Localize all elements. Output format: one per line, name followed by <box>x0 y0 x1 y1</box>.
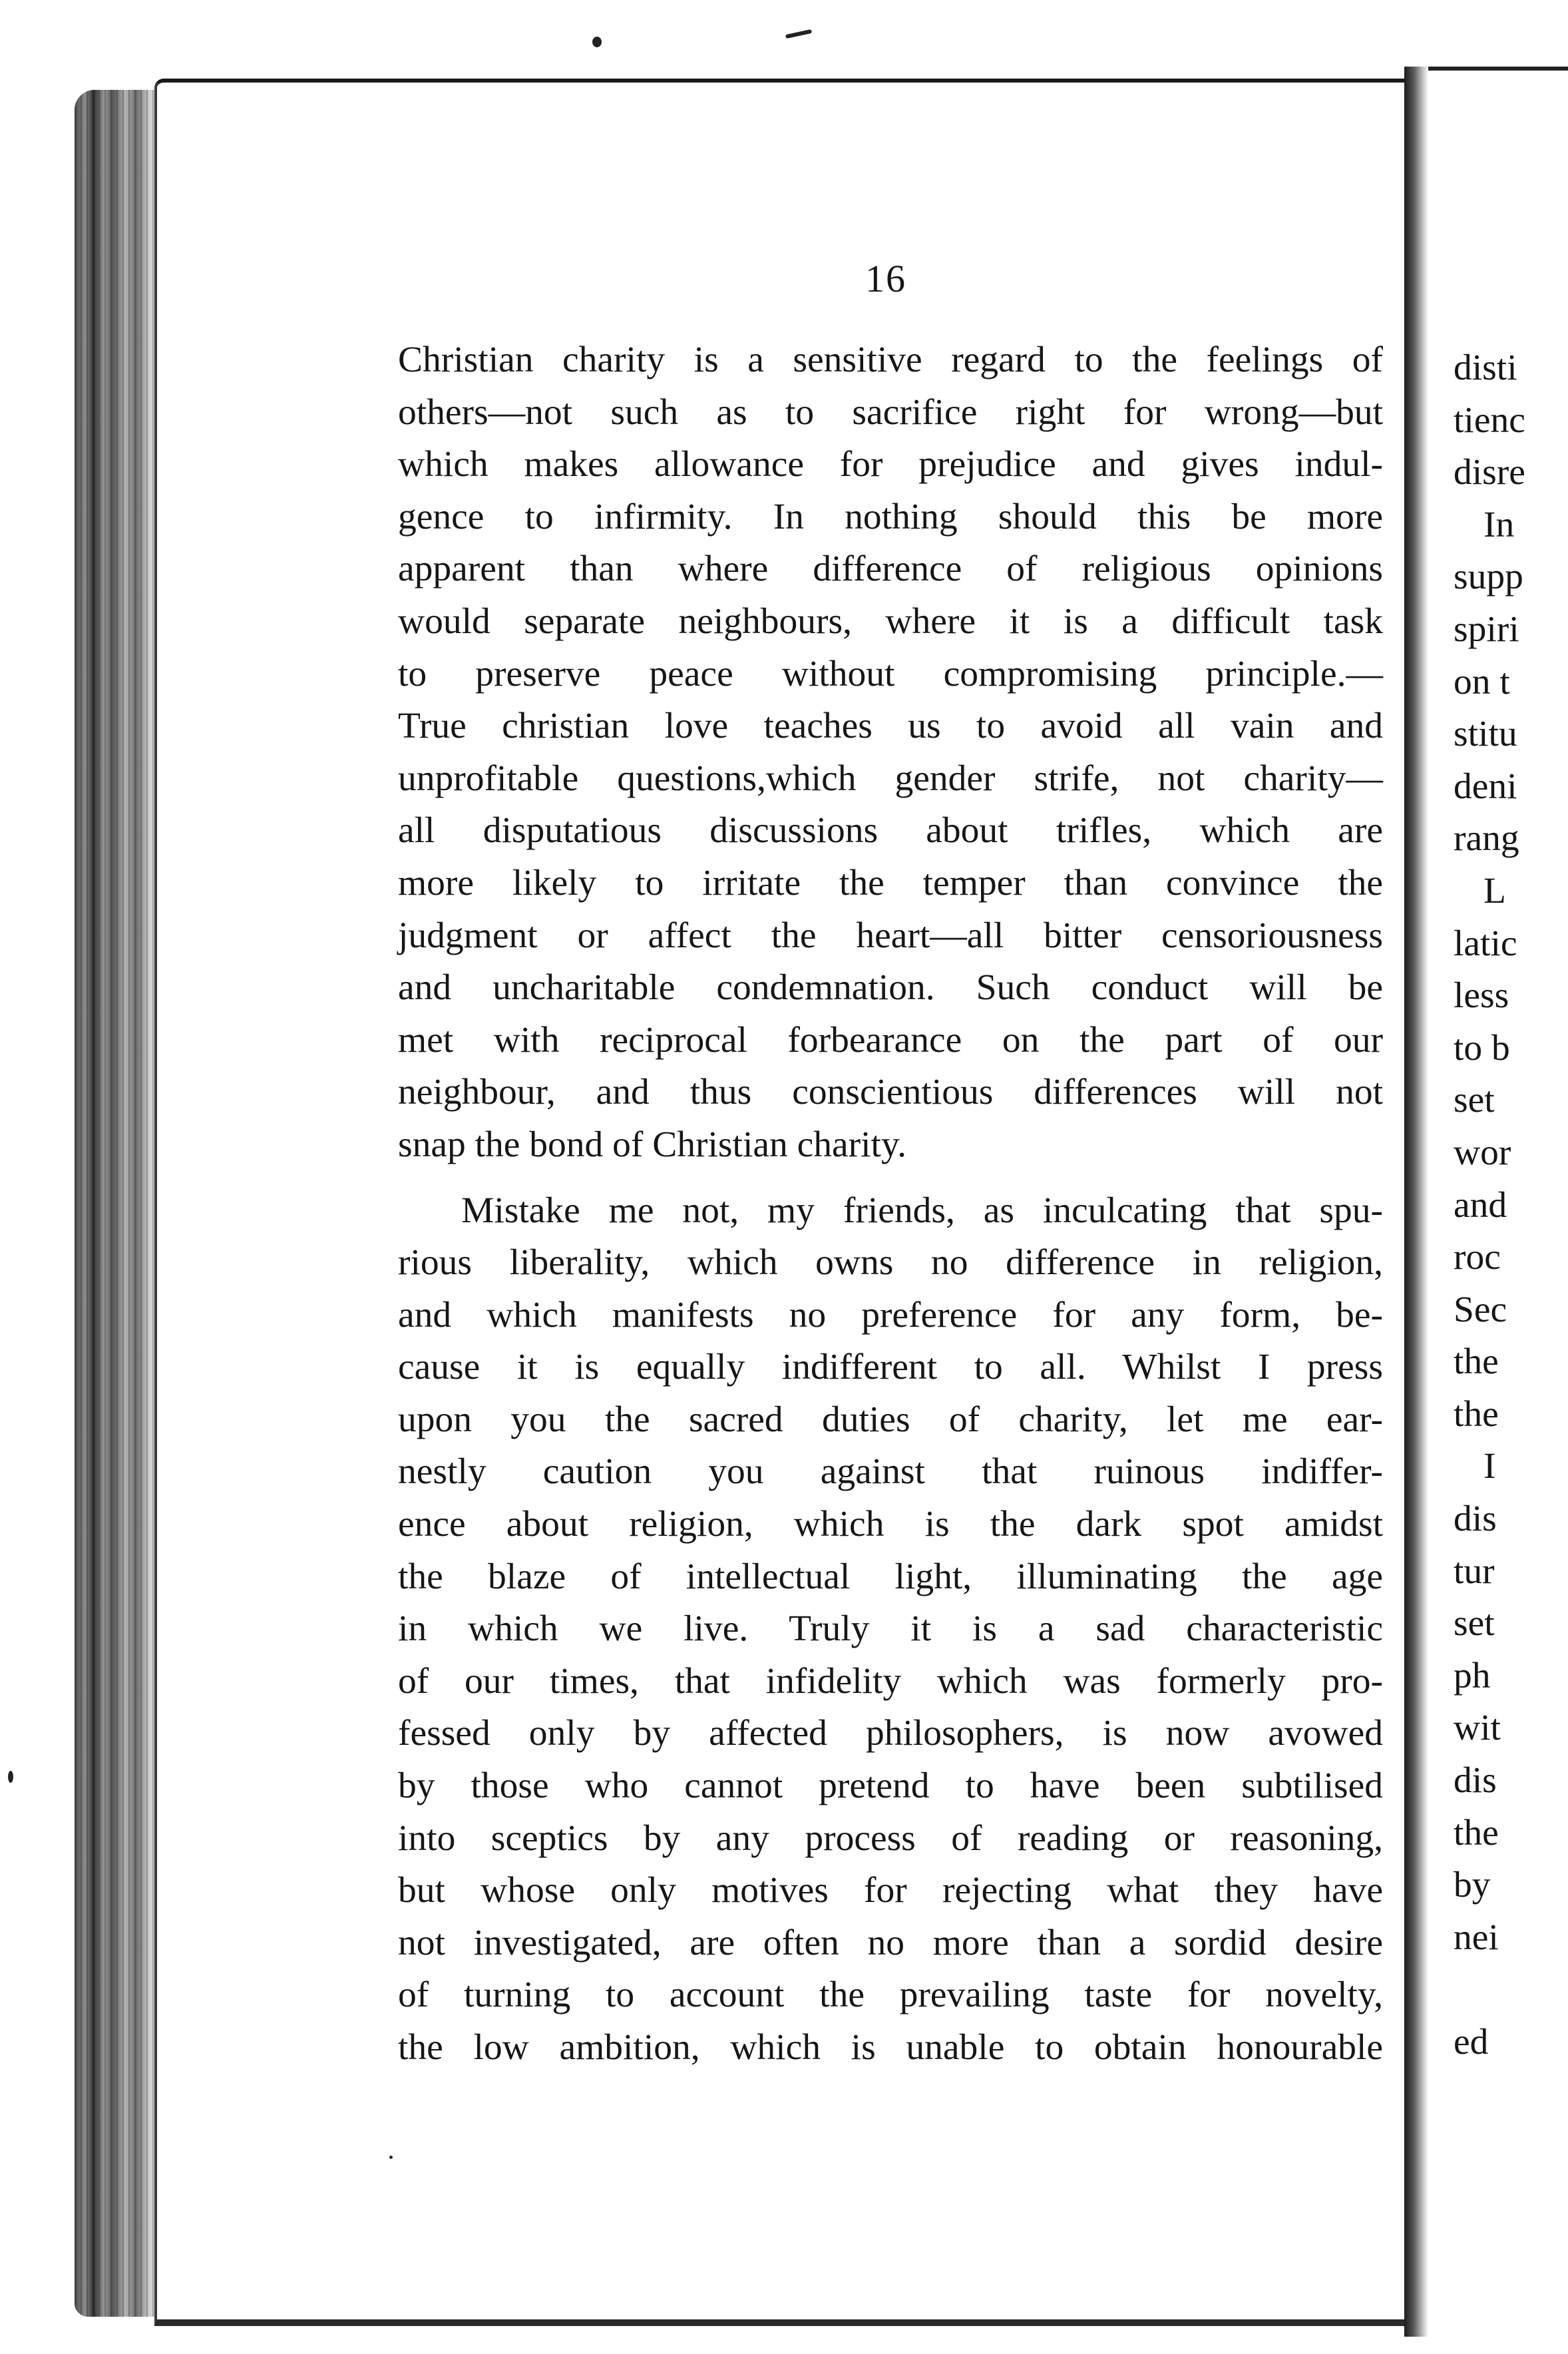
text-line: snap the bond of Christian charity. <box>398 1124 906 1165</box>
facing-line: nei <box>1454 1917 1499 1958</box>
facing-line: rang <box>1454 818 1519 859</box>
facing-line: L <box>1483 870 1506 911</box>
facing-page-text <box>1454 342 1525 2069</box>
facing-line: the <box>1454 1812 1499 1853</box>
text-line: apparent than where difference of religious opinions <box>398 549 1383 590</box>
facing-line: supp <box>1454 557 1523 598</box>
facing-line <box>1454 1964 1525 2016</box>
text-line: in which we live. Truly it is a sad characteristic <box>398 1608 1383 1650</box>
paragraph <box>398 334 1383 1172</box>
facing-line: on t <box>1454 661 1510 702</box>
paragraph <box>398 1185 1383 2074</box>
text-line: but whose only motives for rejecting what they have <box>398 1870 1383 1911</box>
facing-line: roc <box>1454 1237 1501 1278</box>
text-line: neighbour, and thus conscientious differences will not <box>398 1072 1383 1113</box>
text-line: would separate neighbours, where it is a difficult task <box>398 600 1383 642</box>
page-number: 16 <box>865 257 906 300</box>
facing-line: disti <box>1454 348 1517 388</box>
facing-line: ed <box>1454 2022 1489 2062</box>
facing-page <box>1428 67 1568 2341</box>
facing-line: deni <box>1454 766 1517 807</box>
text-line: to preserve peace without compromising principle.— <box>398 653 1383 694</box>
text-line: Mistake me not, my friends, as inculcating that spu- <box>461 1190 1383 1231</box>
facing-line: less <box>1454 975 1509 1017</box>
text-line: the blaze of intellectual light, illuminating the age <box>398 1556 1383 1597</box>
text-line: cause it is equally indifferent to all. Whilst I press <box>398 1347 1383 1388</box>
text-line: more likely to irritate the temper than convince the <box>398 862 1383 903</box>
facing-line: latic <box>1454 923 1517 964</box>
facing-line: dis <box>1454 1760 1497 1801</box>
facing-line: and <box>1454 1184 1507 1226</box>
facing-line: I <box>1483 1446 1496 1487</box>
text-line: others—not such as to sacrifice right for wrong—but <box>398 391 1383 433</box>
text-line: all disputatious discussions about trifles, which are <box>398 810 1383 851</box>
text-line: rious liberality, which owns no difference in religion, <box>398 1242 1383 1284</box>
facing-line: In <box>1483 504 1515 545</box>
facing-line: set <box>1454 1603 1495 1644</box>
text-line: judgment or affect the heart—all bitter censoriousness <box>398 915 1383 956</box>
text-line: unprofitable questions,which gender strife, not charity— <box>398 758 1383 799</box>
text-line: fessed only by affected philosophers, is now avowed <box>398 1713 1383 1754</box>
facing-line: to b <box>1454 1027 1510 1068</box>
text-line: ence about religion, which is the dark spot amidst <box>398 1504 1383 1545</box>
text-line: True christian love teaches us to avoid all vain and <box>398 706 1383 747</box>
text-line: into sceptics by any process of reading or reasoning, <box>398 1817 1383 1859</box>
facing-line: Sec <box>1454 1289 1507 1330</box>
facing-line: stitu <box>1454 714 1517 755</box>
text-line: met with reciprocal forbearance on the part of our <box>398 1019 1383 1060</box>
facing-line: by <box>1454 1865 1491 1906</box>
scan-speck <box>8 1771 13 1783</box>
facing-line: ph <box>1454 1655 1491 1696</box>
scan-speck <box>389 2156 393 2159</box>
facing-line: dis <box>1454 1499 1497 1540</box>
text-line: of our times, that infidelity which was formerly pro- <box>398 1660 1383 1702</box>
scan-speck <box>785 29 812 39</box>
body-text <box>398 334 1383 2074</box>
scan-speck <box>592 37 602 47</box>
facing-line: wor <box>1454 1132 1511 1173</box>
facing-line: wit <box>1454 1708 1501 1749</box>
facing-line: spiri <box>1454 608 1519 650</box>
facing-line: the <box>1454 1341 1499 1383</box>
facing-line: the <box>1454 1393 1499 1435</box>
text-line: which makes allowance for prejudice and gives indul- <box>398 444 1383 485</box>
facing-line: tienc <box>1454 399 1525 441</box>
text-line: by those who cannot pretend to have been subtilised <box>398 1766 1383 1807</box>
text-line: not investigated, are often no more than a sordid desire <box>398 1922 1383 1963</box>
facing-line: tur <box>1454 1550 1495 1592</box>
text-line: Christian charity is a sensitive regard to the feelings of <box>398 340 1383 380</box>
facing-line: set <box>1454 1080 1495 1121</box>
facing-line: disre <box>1454 452 1525 493</box>
text-line: gence to infirmity. In nothing should this be more <box>398 496 1383 537</box>
book-gutter <box>1404 67 1428 2337</box>
text-line: upon you the sacred duties of charity, let me ear- <box>398 1399 1383 1440</box>
text-line: and uncharitable condemnation. Such conduct will be <box>398 967 1383 1009</box>
text-line: of turning to account the prevailing taste for novelty, <box>398 1975 1383 2016</box>
text-line: nestly caution you against that ruinous indiffer- <box>398 1451 1383 1493</box>
text-line: the low ambition, which is unable to obtain honourable <box>398 2027 1383 2068</box>
text-line: and which manifests no preference for any form, be- <box>398 1294 1383 1335</box>
